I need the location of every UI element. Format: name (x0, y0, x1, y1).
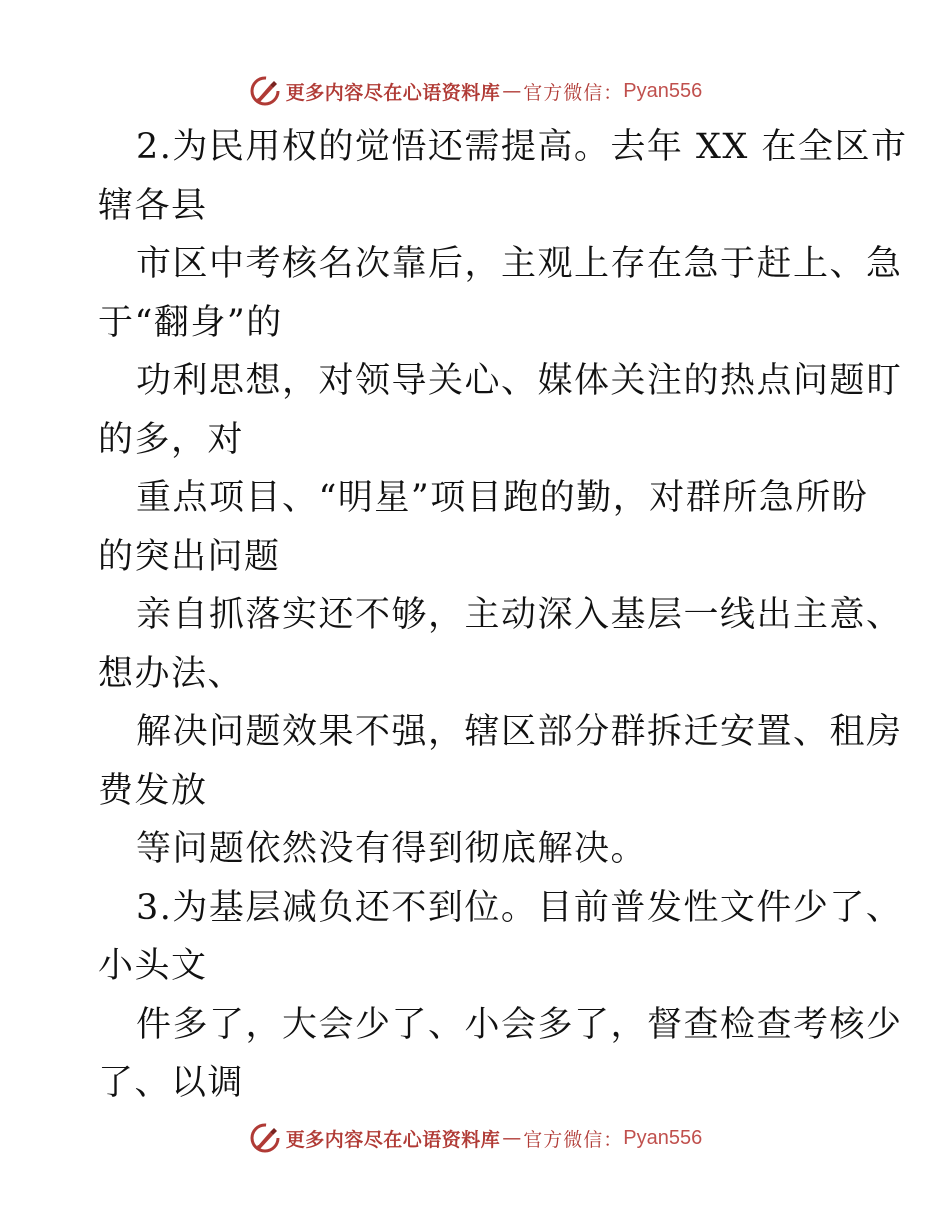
header-banner (0, 71, 950, 111)
body-line: 解决问题效果不强，辖区部分群拆迁安置、租房 (136, 712, 903, 752)
footer-wechat-id: Pyan556 (623, 1126, 703, 1149)
footer-banner (0, 1118, 950, 1158)
document-body (98, 118, 908, 1113)
body-line: 小头文 (98, 946, 208, 986)
header-brand-text: 更多内容尽在心语资料库 (285, 81, 501, 104)
footer-dash: — (502, 1127, 522, 1149)
body-line: 的多，对 (98, 419, 245, 460)
body-line: 功利思想，对领导关心、媒体关注的热点问题盯 (136, 361, 903, 401)
body-line: 辖各县 (98, 185, 208, 226)
body-line: 的突出问题 (98, 536, 281, 577)
body-line: 等问题依然没有得到彻底解决。 (136, 829, 648, 869)
body-line: 重点项目、“明星”项目跑的勤，对群所急所盼 (136, 478, 869, 518)
pen-swirl-logo-icon (248, 74, 282, 108)
pen-swirl-logo-icon (248, 1121, 282, 1155)
body-line: 2.为民用权的觉悟还需提高。去年 XX 在全区市 (136, 127, 908, 167)
body-line: 于“翻身”的 (98, 302, 283, 343)
footer-official-label: 官方微信： (523, 1128, 624, 1151)
body-line: 亲自抓落实还不够，主动深入基层一线出主意、 (136, 595, 903, 635)
body-line: 想办法、 (98, 653, 245, 694)
body-line: 件多了，大会少了、小会多了，督查检查考核少 (136, 1004, 903, 1045)
header-official-label: 官方微信： (523, 81, 624, 104)
header-wechat-id: Pyan556 (623, 79, 703, 102)
body-line: 费发放 (98, 770, 208, 811)
header-dash: — (502, 80, 522, 102)
body-line: 市区中考核名次靠后，主观上存在急于赶上、急 (136, 244, 903, 284)
body-line: 了、以调 (98, 1063, 245, 1103)
footer-brand-text: 更多内容尽在心语资料库 (285, 1128, 501, 1151)
body-line: 3.为基层减负还不到位。目前普发性文件少了、 (136, 887, 903, 928)
